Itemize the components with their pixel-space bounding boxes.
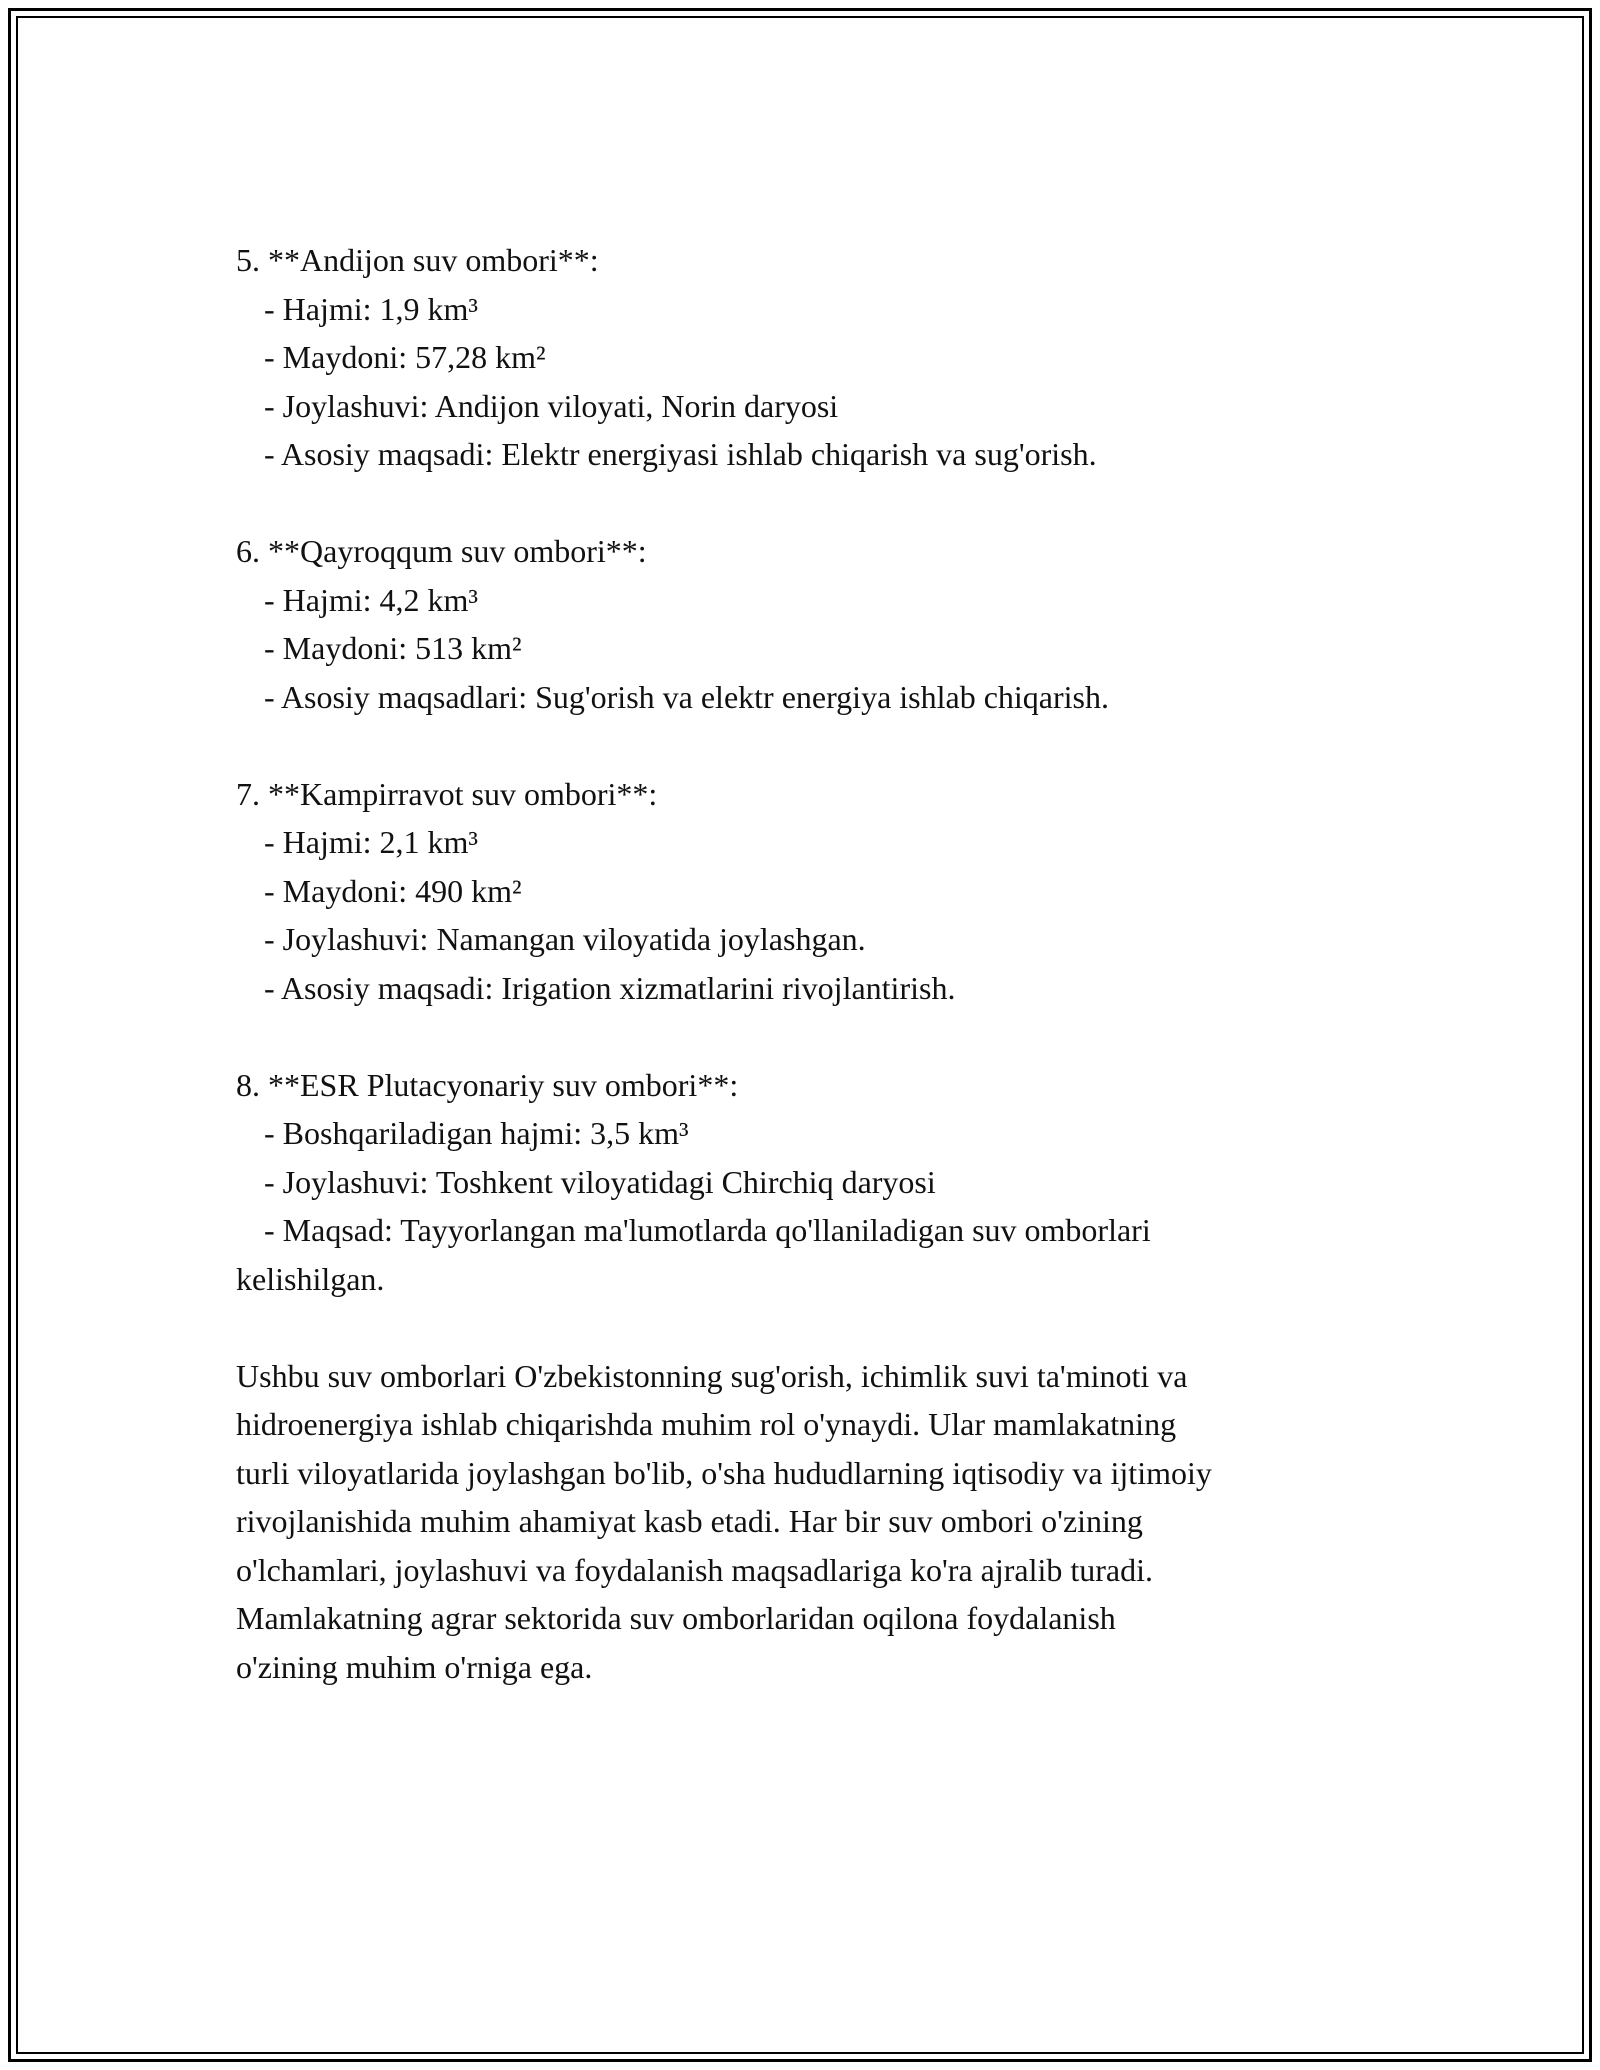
summary-line: turli viloyatlarida joylashgan bo'lib, o'sha hududlarning iqtisodiy va ijtimoiy bbox=[236, 1454, 1212, 1491]
section-esr-plutacyonariy bbox=[236, 1061, 1376, 1304]
list-item: - Maqsad: Tayyorlangan ma'lumotlarda qo'llaniladigan suv omborlari bbox=[264, 1212, 1151, 1248]
summary-paragraph bbox=[236, 1352, 1376, 1692]
section-heading: 5. **Andijon suv ombori**: bbox=[236, 242, 599, 278]
section-heading: 8. **ESR Plutacyonariy suv ombori**: bbox=[236, 1066, 739, 1103]
list-item: - Joylashuvi: Namangan viloyatida joylashgan. bbox=[264, 921, 866, 957]
section-heading: 7. **Kampirravot suv ombori**: bbox=[236, 775, 658, 812]
list-item: - Maydoni: 513 km² bbox=[264, 630, 522, 666]
list-item: - Joylashuvi: Toshkent viloyatidagi Chirchiq daryosi bbox=[264, 1163, 936, 1200]
list-item: - Hajmi: 2,1 km³ bbox=[264, 824, 479, 860]
list-item: - Hajmi: 1,9 km³ bbox=[264, 290, 479, 327]
section-heading: 6. **Qayroqqum suv ombori**: bbox=[236, 533, 647, 569]
list-item: - Asosiy maqsadi: Irigation xizmatlarini rivojlantirish. bbox=[264, 969, 956, 1006]
list-item: - Maydoni: 57,28 km² bbox=[264, 339, 546, 375]
list-item: - Hajmi: 4,2 km³ bbox=[264, 581, 479, 618]
list-item: - Asosiy maqsadlari: Sug'orish va elektr energiya ishlab chiqarish. bbox=[264, 678, 1109, 715]
summary-line: o'zining muhim o'rniga ega. bbox=[236, 1648, 593, 1685]
section-andijon bbox=[236, 236, 1376, 479]
summary-line: Ushbu suv omborlari O'zbekistonning sug'orish, ichimlik suvi ta'minoti va bbox=[236, 1357, 1188, 1394]
section-qayroqqum bbox=[236, 527, 1376, 721]
list-item: - Maydoni: 490 km² bbox=[264, 872, 522, 909]
section-kampirravot bbox=[236, 770, 1376, 1013]
list-item: - Boshqariladigan hajmi: 3,5 km³ bbox=[264, 1115, 689, 1151]
summary-line: hidroenergiya ishlab chiqarishda muhim rol o'ynaydi. Ular mamlakatning bbox=[236, 1406, 1177, 1442]
list-item-continuation: kelishilgan. bbox=[236, 1260, 385, 1297]
document-body bbox=[236, 236, 1376, 1691]
summary-line: rivojlanishida muhim ahamiyat kasb etadi. Har bir suv ombori o'zining bbox=[236, 1503, 1143, 1539]
summary-line: o'lchamlari, joylashuvi va foydalanish maqsadlariga ko'ra ajralib turadi. bbox=[236, 1551, 1154, 1588]
list-item: - Joylashuvi: Andijon viloyati, Norin daryosi bbox=[264, 387, 839, 424]
summary-line: Mamlakatning agrar sektorida suv omborlaridan oqilona foydalanish bbox=[236, 1600, 1116, 1636]
list-item: - Asosiy maqsadi: Elektr energiyasi ishlab chiqarish va sug'orish. bbox=[264, 436, 1097, 472]
